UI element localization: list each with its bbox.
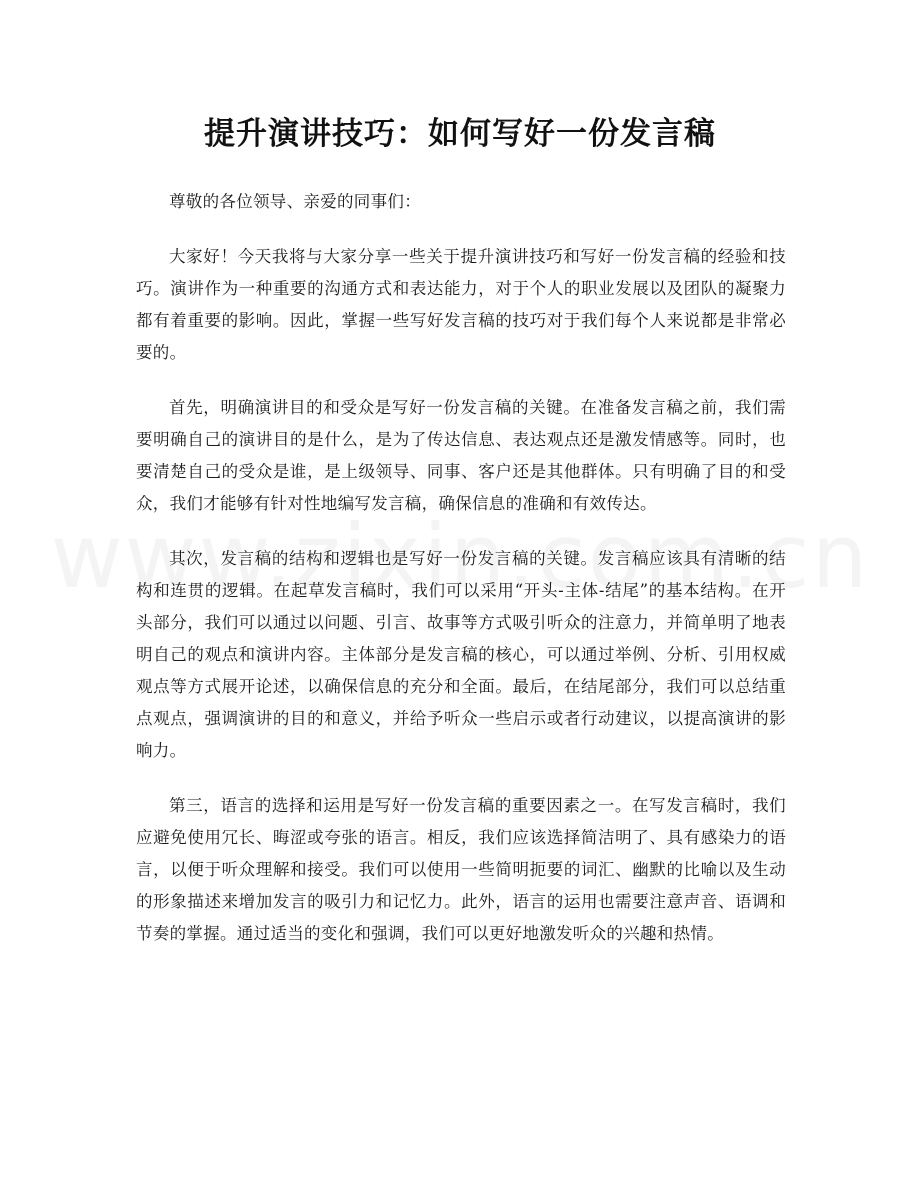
paragraph-intro: 大家好！今天我将与大家分享一些关于提升演讲技巧和写好一份发言稿的经验和技巧。演讲作为一种重要的沟通方式和表达能力，对于个人的职业发展以及团队的凝聚力都有着重要的影响。因此，掌握一些写好发言稿的技巧对于我们每个人来说都是非常必要的。 (136, 247, 786, 362)
document-body (136, 186, 786, 973)
document-title: 提升演讲技巧：如何写好一份发言稿 (204, 116, 716, 152)
paragraph-salutation: 尊敬的各位领导、亲爱的同事们： (169, 192, 421, 211)
paragraph-second-point: 其次，发言稿的结构和逻辑也是写好一份发言稿的关键。发言稿应该具有清晰的结构和连贯的逻辑。在起草发言稿时，我们可以采用“开头-主体-结尾”的基本结构。在开头部分，我们可以通过以问题、引言、故事等方式吸引听众的注意力，并简单明了地表明自己的观点和演讲内容。主体部分是发言稿的核心，可以通过举例、分析、引用权威观点等方式展开论述，以确保信息的充分和全面。最后，在结尾部分，我们可以总结重点观点，强调演讲的目的和意义，并给予听众一些启示或者行动建议，以提高演讲的影响力。 (136, 549, 786, 760)
paragraph-first-point: 首先，明确演讲目的和受众是写好一份发言稿的关键。在准备发言稿之前，我们需要明确自己的演讲目的是什么，是为了传达信息、表达观点还是激发情感等。同时，也要清楚自己的受众是谁，是上级领导、同事、客户还是其他群体。只有明确了目的和受众，我们才能够有针对性地编写发言稿，确保信息的准确和有效传达。 (136, 398, 786, 513)
paragraph-third-point: 第三，语言的选择和运用是写好一份发言稿的重要因素之一。在写发言稿时，我们应避免使用冗长、晦涩或夸张的语言。相反，我们应该选择简洁明了、具有感染力的语言，以便于听众理解和接受。我们可以使用一些简明扼要的词汇、幽默的比喻以及生动的形象描述来增加发言的吸引力和记忆力。此外，语言的运用也需要注意声音、语调和节奏的掌握。通过适当的变化和强调，我们可以更好地激发听众的兴趣和热情。 (136, 796, 786, 943)
